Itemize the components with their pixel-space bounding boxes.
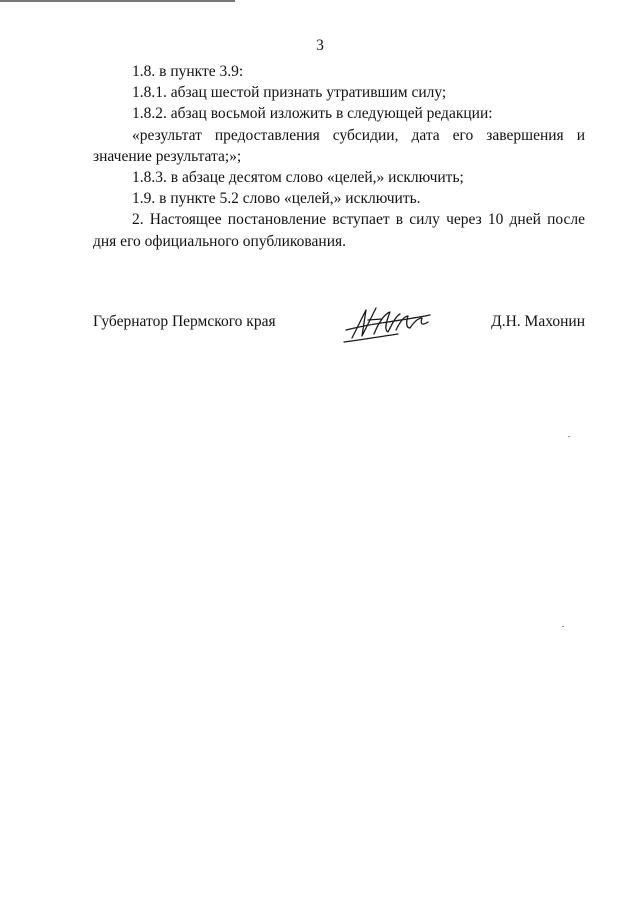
paragraph-1-9: 1.9. в пункте 5.2 слово «целей,» исключить. xyxy=(132,190,421,208)
signatory-position: Губернатор Пермского края xyxy=(93,313,276,330)
page-number: 3 xyxy=(316,37,324,54)
paragraph-2: 2. Настоящее постановление вступает в силу через 10 дней после дня его официального опубликования. xyxy=(93,211,585,250)
paragraph-1-8: 1.8. в пункте 3.9: xyxy=(132,63,244,80)
top-rule xyxy=(0,0,235,2)
paragraph-1-8-1: 1.8.1. абзац шестой признать утратившим силу; xyxy=(132,84,447,102)
signatory-name: Д.Н. Махонин xyxy=(491,313,585,330)
paragraph-1-8-2: 1.8.2. абзац восьмой изложить в следующей редакции: xyxy=(132,105,493,123)
paragraph-1-8-3: 1.8.3. в абзаце десятом слово «целей,» исключить; xyxy=(132,169,464,187)
scan-speck xyxy=(568,436,570,437)
handwritten-signature xyxy=(338,300,438,345)
scan-speck xyxy=(562,626,564,627)
document-body xyxy=(93,61,585,252)
signature-block xyxy=(93,300,585,350)
paragraph-quoted-text: «результат предоставления субсидии, дата его завершения и значение результата;»; xyxy=(93,126,585,165)
